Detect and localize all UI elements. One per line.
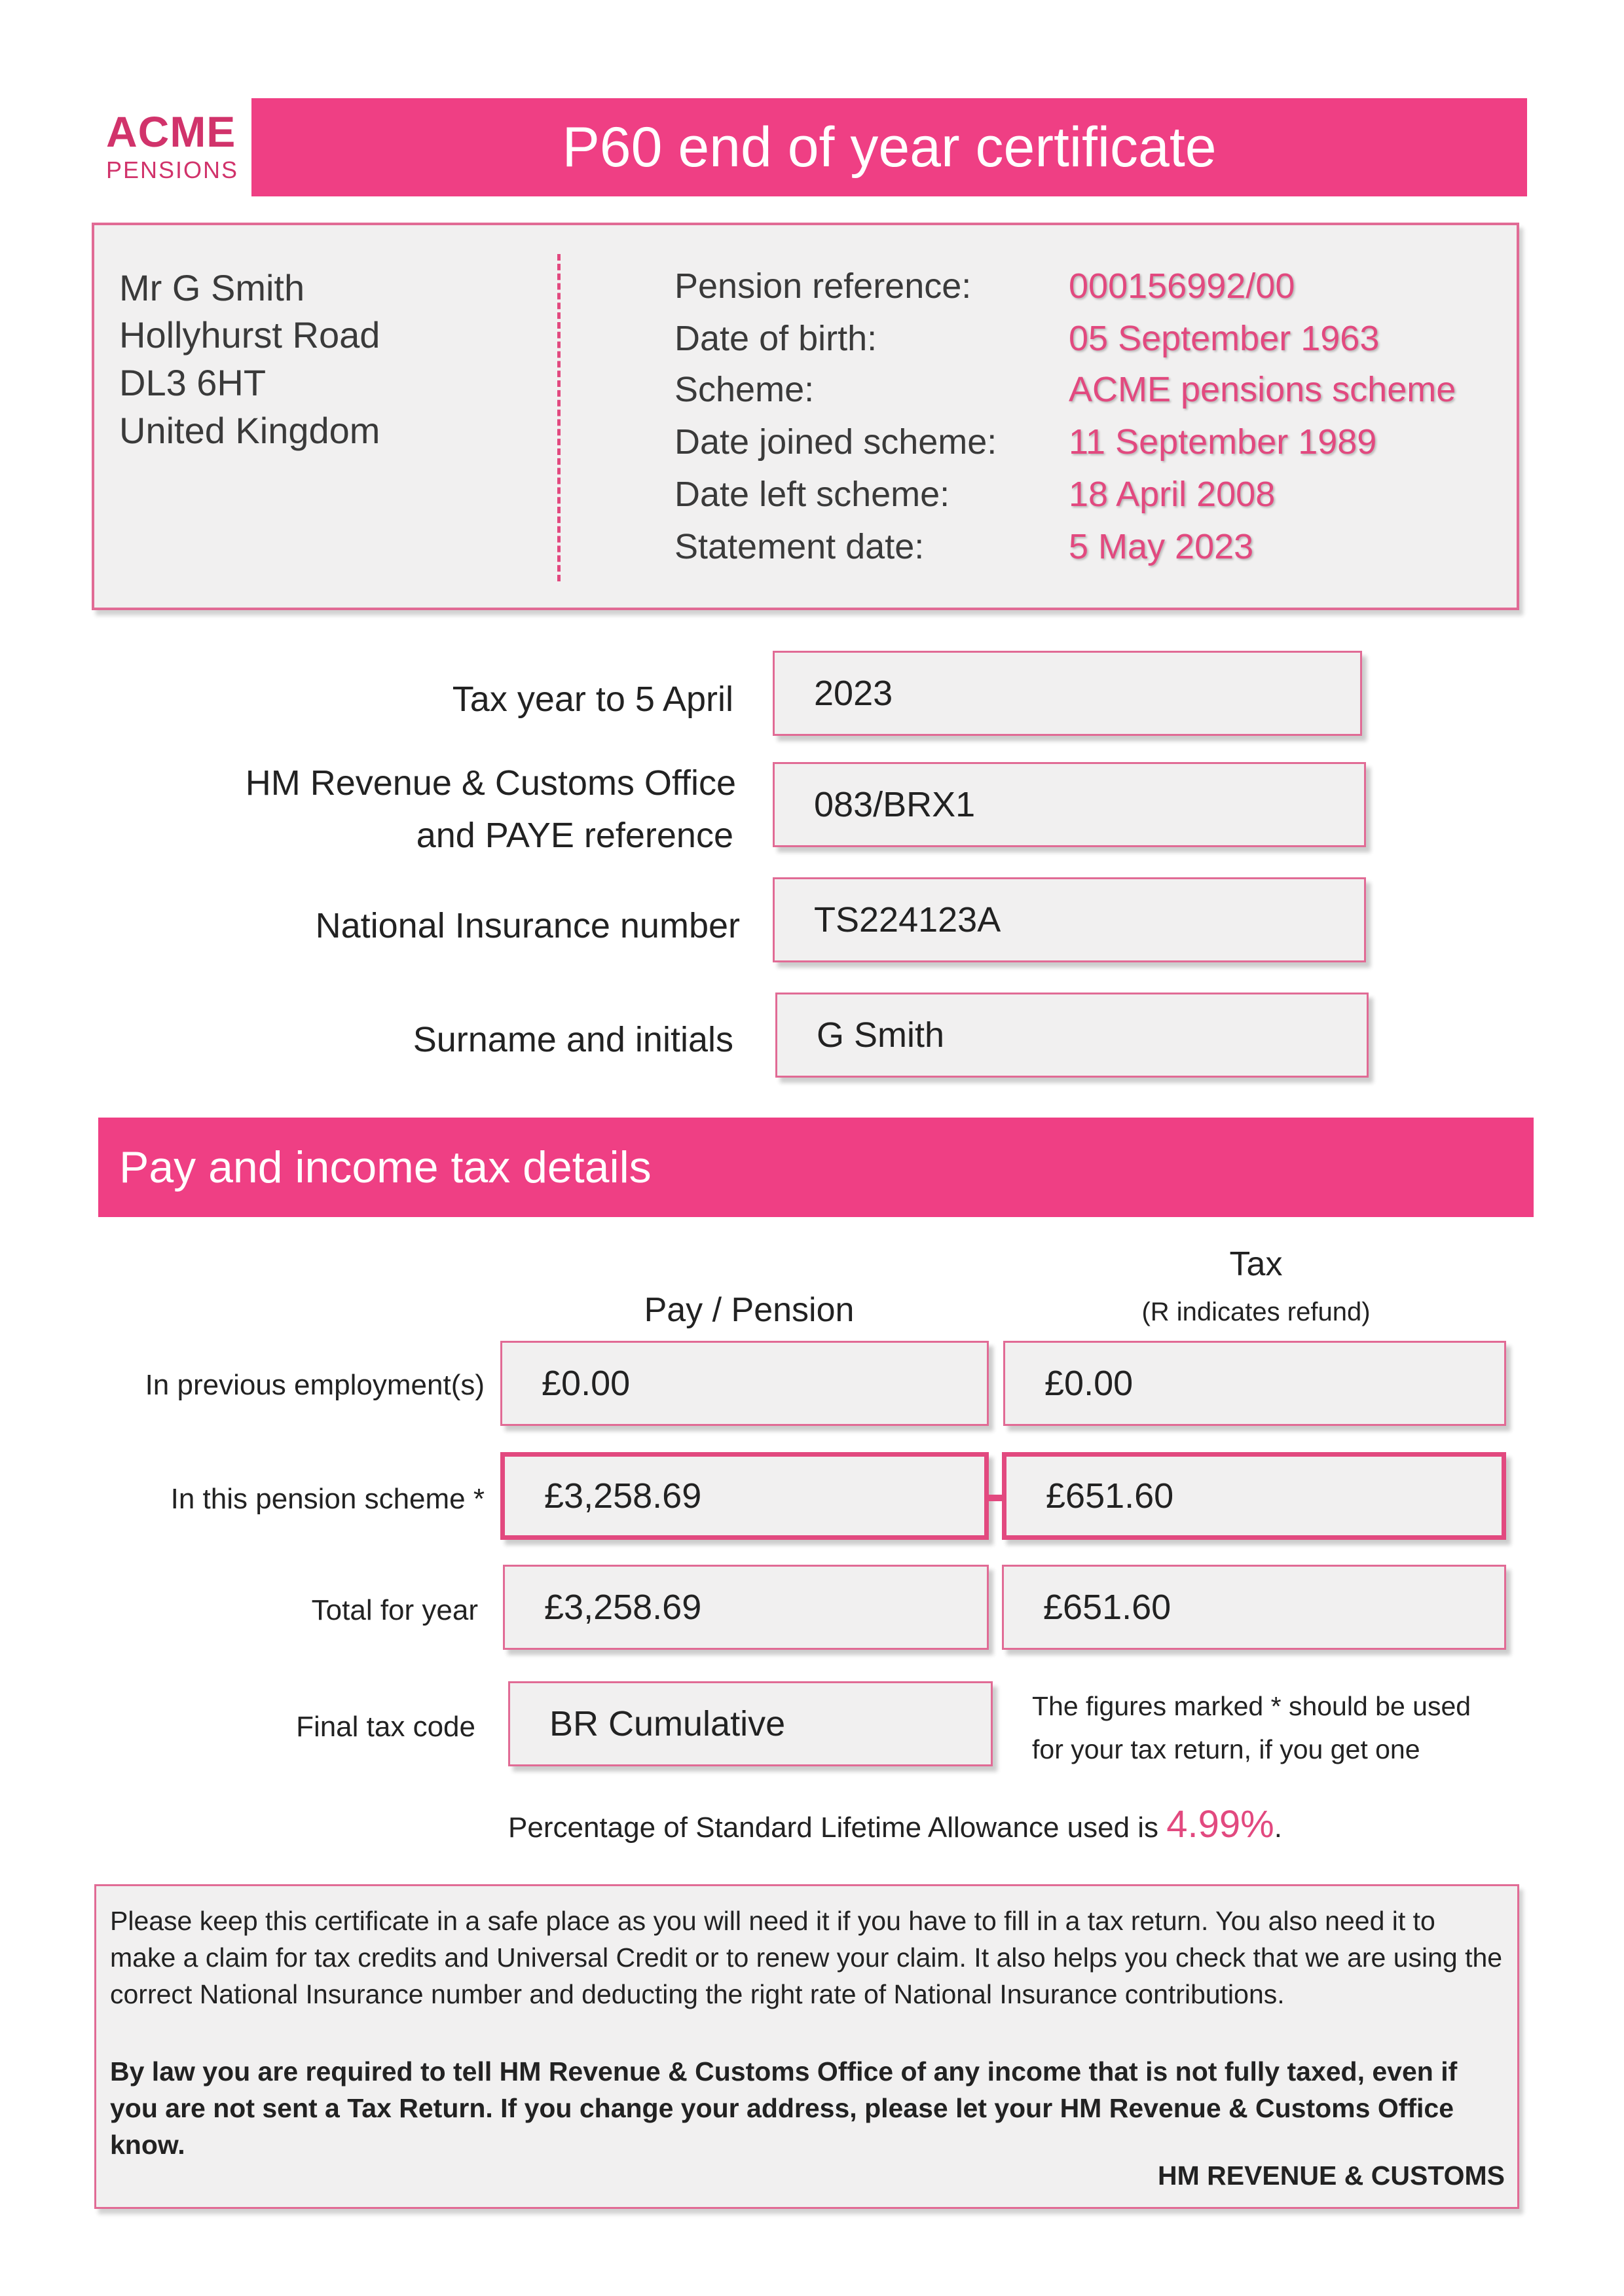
previous-tax-field bbox=[1003, 1341, 1506, 1426]
row-label-this-scheme: In this pension scheme * bbox=[170, 1483, 485, 1515]
ni-number-value: TS224123A bbox=[814, 900, 1001, 939]
tax-year-field bbox=[773, 651, 1362, 736]
lta-text: Percentage of Standard Lifetime Allowance used is bbox=[508, 1812, 1167, 1844]
column-header-tax-note: (R indicates refund) bbox=[1141, 1298, 1371, 1326]
statement-date: 5 May 2023 bbox=[1069, 527, 1254, 566]
scheme-name: ACME pensions scheme bbox=[1069, 370, 1456, 409]
detail-label: Statement date: bbox=[674, 527, 925, 566]
surname-label: Surname and initials bbox=[413, 1020, 733, 1059]
scheme-pay-field bbox=[500, 1452, 989, 1540]
lta-end: . bbox=[1274, 1812, 1282, 1844]
paye-reference-value: 083/BRX1 bbox=[814, 785, 976, 824]
tax-year-label: Tax year to 5 April bbox=[452, 680, 733, 719]
surname-field bbox=[775, 993, 1369, 1078]
lifetime-allowance-line bbox=[508, 1802, 1282, 1851]
previous-pay-value: £0.00 bbox=[542, 1364, 631, 1403]
notice-paragraph: Please keep this certificate in a safe place as you will need it if you have to fill in a tax return. You also need it to make a claim for tax credits and Universal Credit or to renew your claim. It also helps you check that we are using the correct National Insurance number and deducting the right rate of National Insurance contributions. bbox=[110, 1906, 1503, 2009]
address-line: Hollyhurst Road bbox=[119, 314, 380, 355]
marked-note-line1: The figures marked * should be used bbox=[1032, 1691, 1471, 1721]
total-pay-value: £3,258.69 bbox=[544, 1588, 702, 1627]
page-title: P60 end of year certificate bbox=[562, 116, 1217, 179]
detail-label: Date left scheme: bbox=[674, 475, 950, 514]
ni-number-field bbox=[773, 877, 1366, 962]
address-line: DL3 6HT bbox=[119, 362, 267, 403]
marked-note-line2: for your tax return, if you get one bbox=[1032, 1734, 1420, 1764]
office-label-line2: and PAYE reference bbox=[416, 816, 733, 855]
address-line: Mr G Smith bbox=[119, 267, 305, 308]
notice-legal-paragraph: By law you are required to tell HM Revenue & Customs Office of any income that is not fully taxed, even if you are not sent a Tax Return. If you change your address, please let your HM Revenue & Customs Office know. bbox=[110, 2056, 1458, 2160]
date-joined: 11 September 1989 bbox=[1069, 422, 1377, 462]
date-left: 18 April 2008 bbox=[1069, 475, 1276, 514]
hmrc-signoff: HM REVENUE & CUSTOMS bbox=[1157, 2160, 1505, 2191]
tax-code-value: BR Cumulative bbox=[549, 1704, 786, 1743]
detail-label: Date of birth: bbox=[674, 319, 877, 358]
office-label-line1: HM Revenue & Customs Office bbox=[245, 763, 736, 803]
pension-reference: 000156992/00 bbox=[1069, 266, 1295, 306]
tax-code-field bbox=[508, 1681, 993, 1766]
brand-logo-sub: PENSIONS bbox=[106, 156, 239, 183]
total-tax-field bbox=[1002, 1565, 1506, 1650]
previous-pay-field bbox=[500, 1341, 989, 1426]
total-pay-field bbox=[503, 1565, 989, 1650]
brand-logo-name: ACME bbox=[106, 107, 236, 156]
tax-year-value: 2023 bbox=[814, 674, 893, 713]
previous-tax-value: £0.00 bbox=[1044, 1364, 1134, 1403]
detail-label: Pension reference: bbox=[674, 266, 972, 306]
scheme-tax-field bbox=[1002, 1452, 1506, 1540]
paye-reference-field bbox=[773, 762, 1366, 847]
date-of-birth: 05 September 1963 bbox=[1069, 319, 1380, 358]
surname-value: G Smith bbox=[817, 1015, 945, 1055]
section-heading: Pay and income tax details bbox=[119, 1142, 652, 1192]
detail-label: Scheme: bbox=[674, 370, 815, 409]
scheme-pay-value: £3,258.69 bbox=[544, 1476, 702, 1516]
row-label-previous: In previous employment(s) bbox=[145, 1369, 485, 1401]
scheme-tax-value: £651.60 bbox=[1046, 1476, 1174, 1516]
detail-label: Date joined scheme: bbox=[674, 422, 997, 462]
ni-label: National Insurance number bbox=[315, 906, 740, 945]
tax-code-label: Final tax code bbox=[296, 1711, 475, 1743]
address-line: United Kingdom bbox=[119, 410, 380, 451]
total-tax-value: £651.60 bbox=[1043, 1588, 1172, 1627]
lta-value: 4.99% bbox=[1166, 1803, 1274, 1846]
column-header-pay: Pay / Pension bbox=[644, 1291, 855, 1329]
column-header-tax: Tax bbox=[1229, 1245, 1283, 1283]
divider bbox=[557, 254, 561, 581]
row-label-total: Total for year bbox=[311, 1594, 478, 1626]
